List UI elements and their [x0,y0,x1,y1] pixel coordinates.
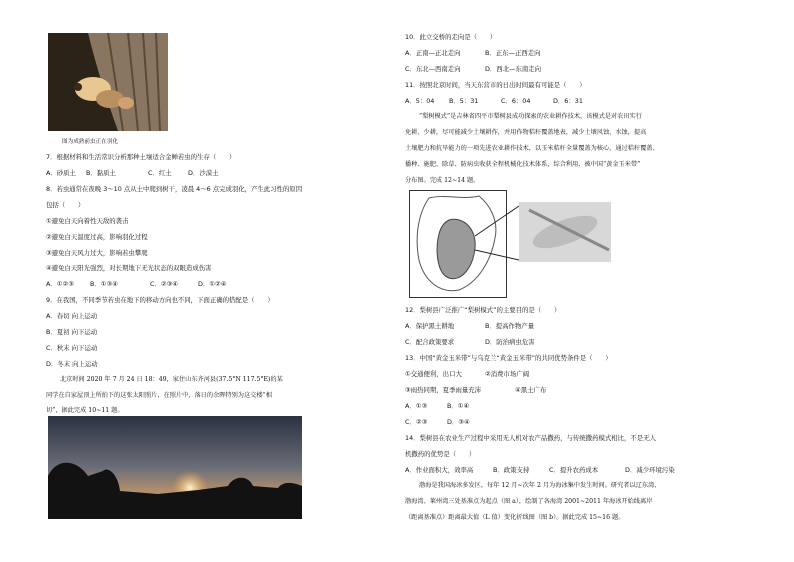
q13-item-4: ④黑土广布 [515,386,547,394]
cicada-photo [48,33,168,131]
q9-option-a: A．春切 向上运动 [46,312,98,320]
question-10: 10．此立交桥的走向是（ ） [405,33,497,41]
q7-option-d: D．沙漠土 [188,169,219,177]
q9-option-d: D．冬末 向上运动 [46,360,98,368]
passage-line-3: 切”，据此完成 10~11 题。 [46,407,124,414]
q13-option-a: A．①③ [405,402,428,410]
q13-item-2: ②消费市场广阔 [485,370,530,378]
question-14-cont: 机撒药的优势是（ ） [405,450,476,458]
q12-option-b: B．提高作物产量 [485,322,535,330]
q7-option-b: B．黏质土 [86,169,116,177]
q8-item-3: ③避免白天风力过大，影响若虫攀爬 [46,249,148,257]
q8-item-4: ④避免白天阳光强烈，对长期地下无光状态的双眼造成伤害 [46,264,212,272]
question-11: 11．按照北京时间，当天东营市的日出时间最有可能是（ ） [405,81,586,89]
passage-15-line-2: 渤海湾、莱州湾三处基准点为起点（图 a），绘制了各海湾 2001~2011 年海冰开始线离岸 [405,498,653,505]
q14-option-c: C．提升农药成本 [549,466,599,474]
q13-option-c: C．②③ [405,418,428,426]
q13-item-1: ①交通便利，出口大 [405,370,462,378]
q11-option-b: B．5：31 [449,97,479,105]
q10-option-c: C．东北—西南走向 [405,65,461,73]
corn-belt-map [409,190,613,298]
cicada-illustration [48,33,168,131]
q12-option-d: D．防治病虫危害 [485,338,535,346]
question-7: 7．根据材料和生活常识分析那种土壤适合金蝉若虫的生存（ ） [46,153,236,161]
question-8-cont: 包括（ ） [46,201,85,209]
q8-option-d: D．①②④ [198,280,227,288]
q9-option-b: B．夏初 向下运动 [46,328,98,336]
q10-option-b: B．正东—正西走向 [485,49,541,57]
question-9: 9．在我国，不同季节若虫在地下的移动方向也不同，下面正确的搭配是（ ） [46,296,274,304]
sunset-illustration [48,416,302,519]
passage-12-line-4: 播种、施肥、除草、防病虫收获全程机械化技术体系，综合利用，被中国“黄金玉米带” [405,161,641,168]
q11-option-a: A．5：04 [405,97,435,105]
q7-option-a: A．砂质土 [46,169,76,177]
q11-option-c: C．6：04 [501,97,531,105]
passage-15-line-1: 渤海是我国海冰多发区，每年 12 月~次年 2 月为海冰集中发生时间。研究者以辽东湾、 [419,482,661,489]
passage-line-1: 北京时间 2020 年 7 月 24 日 18：49，家住山东齐河县(37.5°N 117.5°E)的某 [60,376,283,383]
q11-option-d: D．6：31 [553,97,583,105]
figure-caption: 图为成熟前虫正在羽化 [62,139,118,145]
q14-option-d: D．减少环境污染 [625,466,675,474]
q13-option-d: D．③④ [447,418,470,426]
passage-15-line-3: （距离基准点）距离最大值（L 值）变化折线图（图 b）。据此完成 15~16 题。 [405,514,625,521]
q12-option-c: C．配合政策要求 [405,338,455,346]
corn-belt-map-illustration [409,190,613,298]
q14-option-b: B．政策支持 [493,466,530,474]
passage-12-line-2: 免耕、少耕，尽可能减少土壤耕作，并用作物秸秆覆盖地表，减少土壤风蚀、水蚀，提高 [405,129,647,136]
question-12: 12．梨树县广泛推广“梨树模式”的主要目的是（ ） [405,306,561,314]
sunset-photo [48,416,302,519]
q8-option-a: A．①②③ [46,280,74,288]
q13-item-3: ③雨热同期，夏季雨量充沛 [405,386,482,394]
q8-item-1: ①避免白天向着性天敌的袭击 [46,217,129,225]
q10-option-a: A．正南—正北走向 [405,49,461,57]
q7-option-c: C．红土 [148,169,172,177]
passage-line-2: 同学在自家屋顶上所拍下的这张太阳照片，在照片中，落日的余晖特别为这交楼“相 [46,392,272,399]
passage-12-line-1: “梨树模式”是吉林省四平市梨树县成功探索的农业耕作技术，该模式是对农田实行 [419,113,642,120]
question-8: 8．若虫通常在夜晚 3～10 点从土中爬到树干，凌晨 4～6 点完成羽化，产生此习性的原因 [46,185,303,193]
q8-item-2: ②避免白天温度过高，影响羽化过程 [46,233,148,241]
q9-option-c: C．秋末 向下运动 [46,344,98,352]
passage-12-line-3: 土壤肥力和抗旱能力的一项先进农业耕作技术，以玉米秸秆全量覆盖为核心，通过秸秆覆盖、 [405,145,659,152]
q13-option-b: B．①④ [447,402,470,410]
q14-option-a: A．作业面积大，效率高 [405,466,474,474]
q8-option-b: B．①③④ [90,280,118,288]
q8-option-c: C．②③④ [150,280,179,288]
passage-12-line-5: 分布图。完成 12~14 题。 [405,177,480,184]
question-13: 13．中国“黄金玉米带”与乌克兰“黄金玉米带”的共同优势条件是（ ） [405,354,612,362]
q10-option-d: D．西北—东南走向 [485,65,542,73]
question-14: 14．梨树县在农业生产过程中采用无人机对农产品撒药，与传统撒药模式相比，不是无人 [405,434,656,442]
q12-option-a: A．保护黑土耕地 [405,322,455,330]
